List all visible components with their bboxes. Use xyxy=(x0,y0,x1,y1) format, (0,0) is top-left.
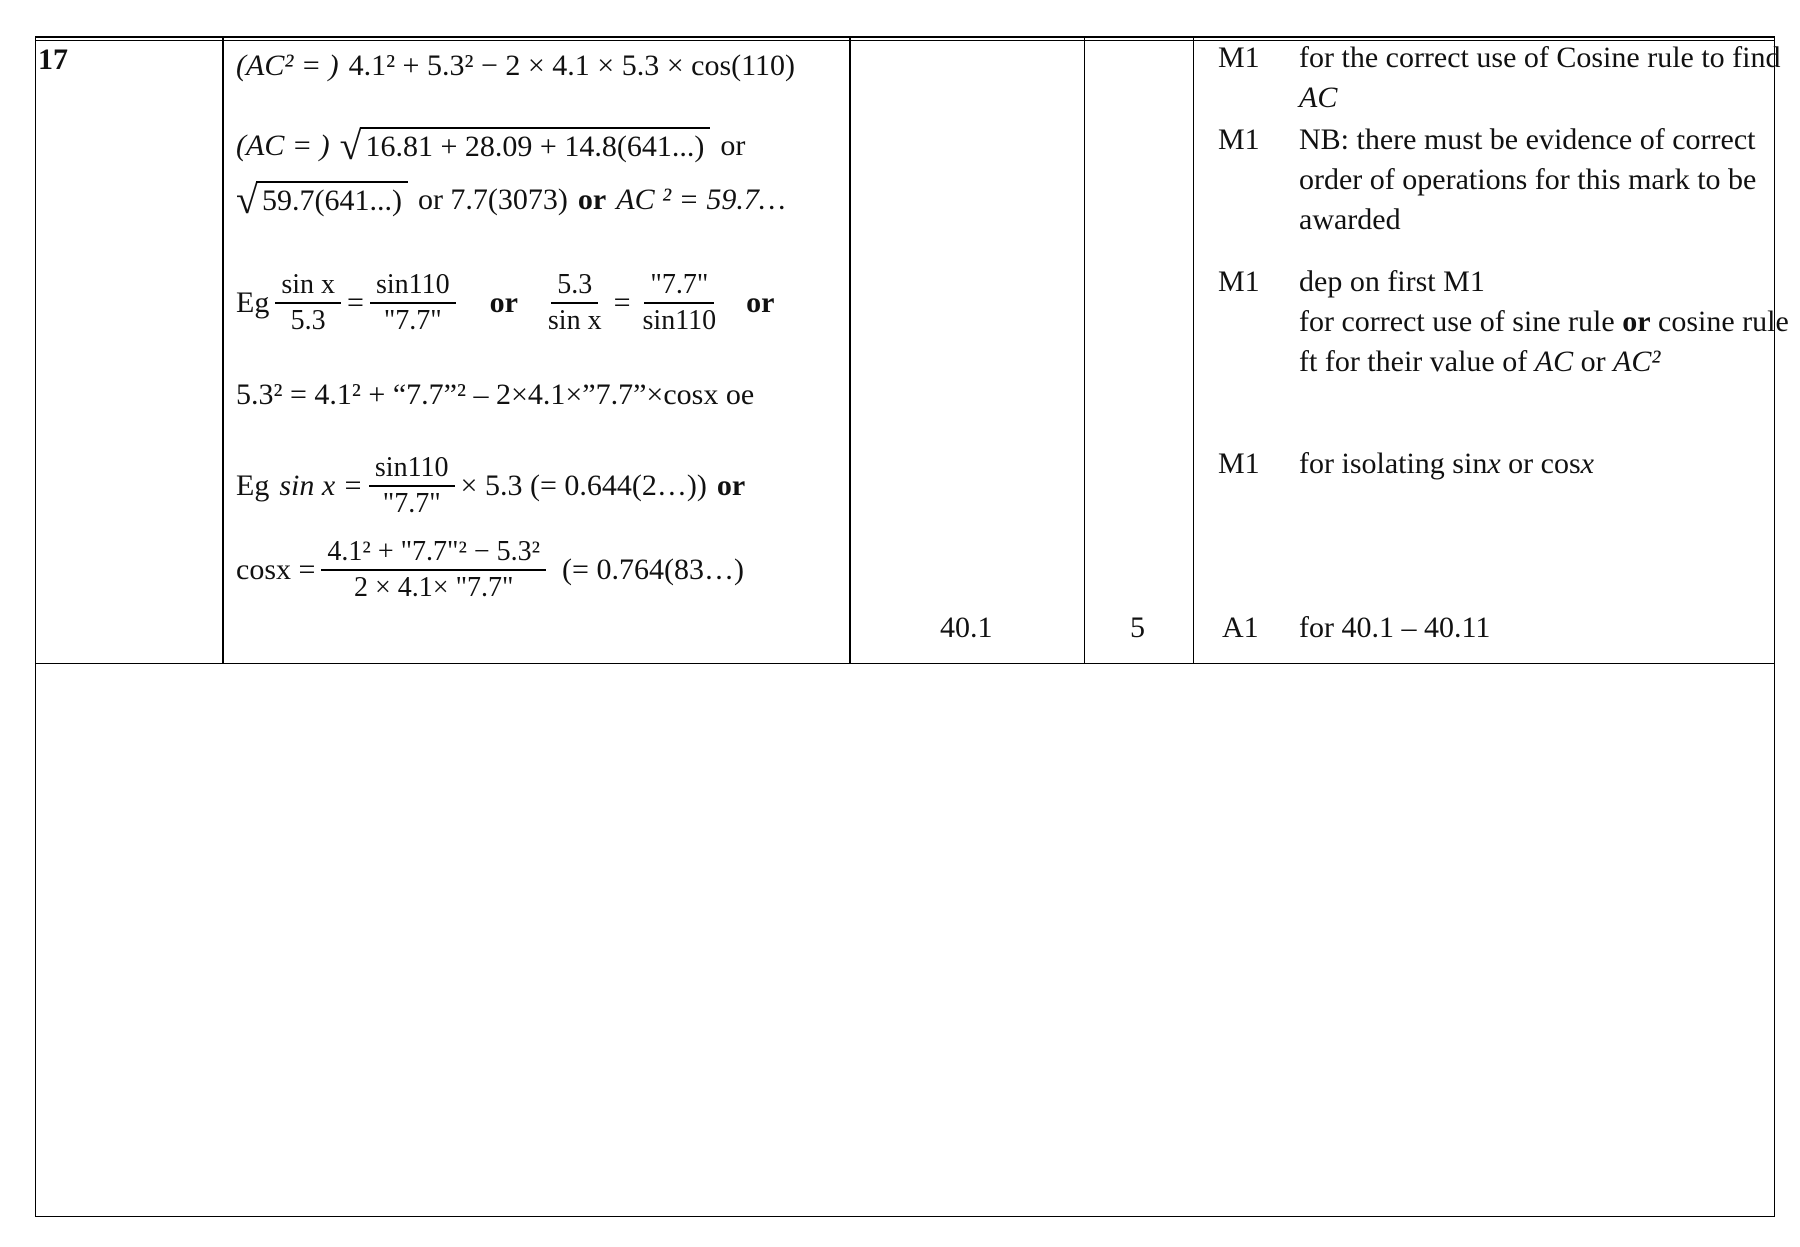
working-line-7-rest: (= 0.764(83…) xyxy=(562,553,744,586)
working-line-7 xyxy=(236,532,744,608)
sqrt-symbol: √ 16.81 + 28.09 + 14.8(641...) xyxy=(340,127,711,165)
mark-code: M1 xyxy=(1218,265,1260,298)
working-line-3 xyxy=(236,178,786,222)
question-number: 17 xyxy=(38,43,68,76)
table-bottom-border xyxy=(35,1216,1775,1217)
row-divider xyxy=(35,663,1775,664)
fraction-numerator: 4.1² + "7.7"² − 5.3² xyxy=(321,535,546,571)
fraction-numerator: sin110 xyxy=(369,451,455,487)
fraction xyxy=(321,535,546,605)
fraction-denominator: sin110 xyxy=(642,305,717,336)
working-line-3-rest-b: AC ² = 59.7… xyxy=(616,183,786,216)
working-line-3-radicand: 59.7(641...) xyxy=(256,181,408,219)
guidance-note: for 40.1 – 40.11 xyxy=(1299,611,1491,644)
working-line-1 xyxy=(236,46,795,86)
table-left-border xyxy=(35,36,36,1217)
working-line-4-or-2: or xyxy=(746,286,775,319)
fraction-denominator: 2 × 4.1× "7.7" xyxy=(354,572,514,603)
guidance-note: NB: there must be evidence of correct order of operations for this mark to be awarded xyxy=(1299,123,1757,236)
guidance-note: dep on first M1 for correct use of sine rule or cosine rule ft for their value of AC or AC² xyxy=(1299,265,1789,378)
equals-sign: = xyxy=(613,286,631,319)
working-line-6-lhs: sin x = xyxy=(279,469,363,502)
answer-value: 40.1 xyxy=(940,611,993,644)
fraction xyxy=(637,268,723,338)
working-line-6 xyxy=(236,448,745,524)
guidance-note: for isolating sinx or cosx xyxy=(1299,447,1594,480)
equals-sign: = xyxy=(347,286,364,319)
working-line-6-rest: × 5.3 (= 0.644(2…)) xyxy=(460,469,707,502)
column-divider-4 xyxy=(1193,36,1194,664)
fraction xyxy=(275,268,341,338)
fraction-denominator: "7.7" xyxy=(382,488,441,519)
fraction xyxy=(370,268,456,338)
mark-code: M1 xyxy=(1218,41,1260,74)
fraction-numerator: sin110 xyxy=(370,268,456,304)
working-line-4-eg: Eg xyxy=(236,286,270,319)
fraction-numerator: 5.3 xyxy=(551,268,598,304)
fraction-numerator: "7.7" xyxy=(644,268,714,304)
mark-code: M1 xyxy=(1218,123,1260,156)
working-line-3-or: or xyxy=(577,183,607,216)
working-line-2-or: or xyxy=(720,129,746,162)
working-line-2-prefix: (AC = ) xyxy=(236,129,330,162)
column-divider-3 xyxy=(1084,36,1085,664)
working-line-4 xyxy=(236,265,774,341)
fraction xyxy=(369,451,455,521)
working-line-5: 5.3² = 4.1² + “7.7”² – 2×4.1×”7.7”×cosx oe xyxy=(236,378,755,411)
working-line-2-radicand: 16.81 + 28.09 + 14.8(641...) xyxy=(360,127,711,165)
working-line-3-rest-a: or 7.7(3073) xyxy=(417,183,568,216)
column-divider-2 xyxy=(849,36,851,664)
marks-value: 5 xyxy=(1130,611,1145,644)
fraction-numerator: sin x xyxy=(275,268,341,304)
sqrt-symbol: √ 59.7(641...) xyxy=(236,181,408,219)
working-line-1-expr: 4.1² + 5.3² − 2 × 4.1 × 5.3 × cos(110) xyxy=(348,49,796,82)
fraction-denominator: 5.3 xyxy=(290,305,326,336)
fraction-denominator: "7.7" xyxy=(383,305,442,336)
fraction xyxy=(542,268,608,338)
mark-code: M1 xyxy=(1218,447,1260,480)
working-line-6-or: or xyxy=(716,469,746,502)
column-divider-1 xyxy=(222,36,224,664)
fraction-denominator: sin x xyxy=(547,305,602,336)
working-line-6-eg: Eg xyxy=(236,469,270,502)
guidance-note: for the correct use of Cosine rule to find AC xyxy=(1299,41,1781,114)
working-line-2 xyxy=(236,124,745,168)
working-line-7-lhs: cosx = xyxy=(236,553,316,586)
mark-code: A1 xyxy=(1222,611,1259,644)
working-line-4-or-1: or xyxy=(489,286,518,319)
working-line-1-prefix: (AC² = ) xyxy=(236,49,339,82)
